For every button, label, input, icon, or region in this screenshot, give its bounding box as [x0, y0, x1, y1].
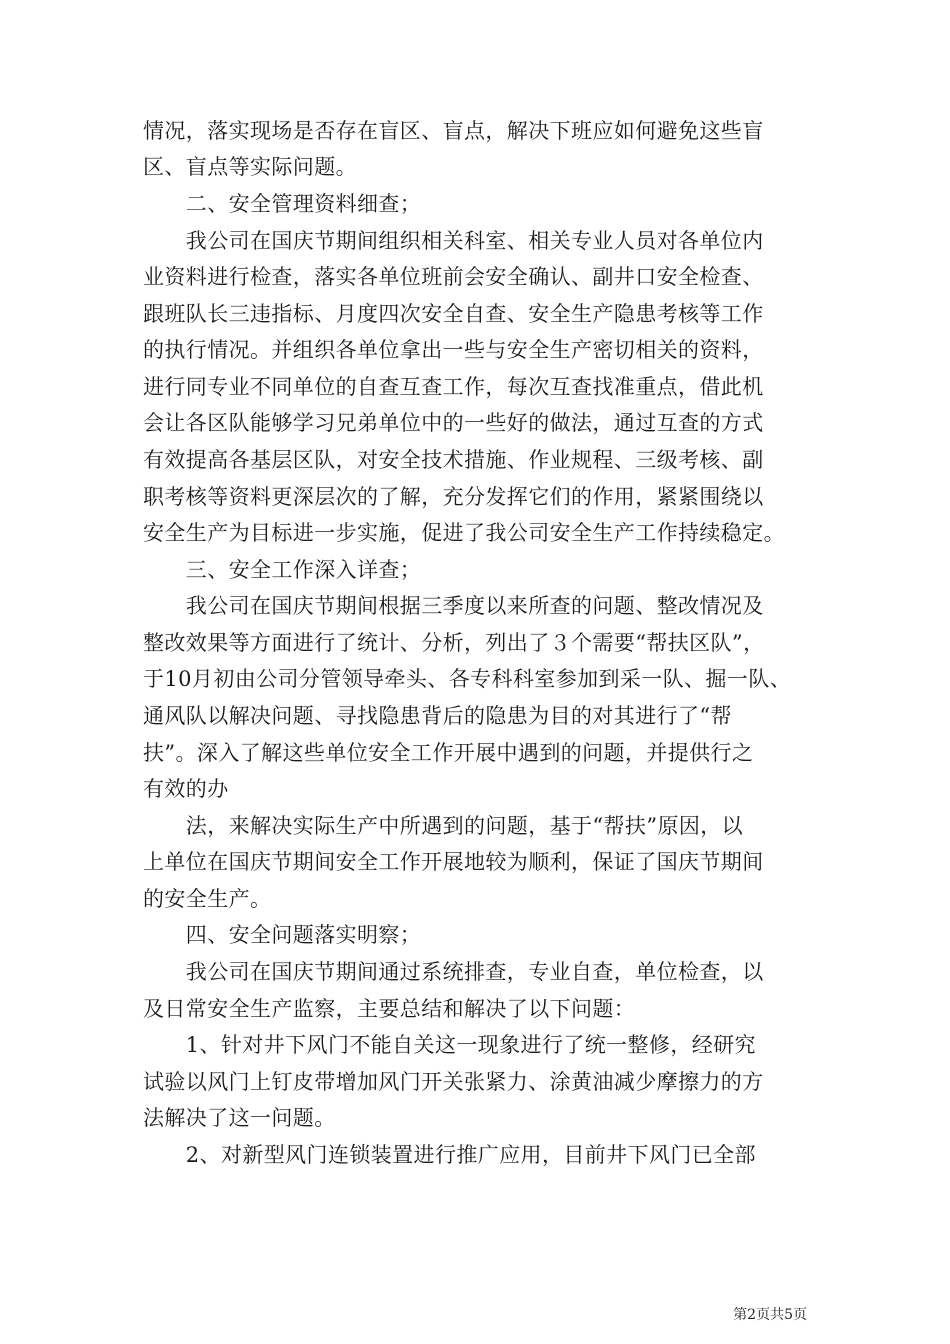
text-line: 安全生产为目标进一步实施，促进了我公司安全生产工作持续稳定。 [143, 521, 785, 545]
text-line: 的安全生产。 [143, 887, 272, 911]
text-line: 二、安全管理资料细查； [143, 192, 422, 216]
text-line: 三、安全工作深入详查； [143, 558, 422, 582]
text-line: 跟班队长三违指标、月度四次安全自查、安全生产隐患考核等工作 [143, 302, 764, 326]
text-line: 于10月初由公司分管领导牵头、各专科科室参加到采一队、掘一队、 [143, 667, 792, 691]
text-line: 上单位在国庆节期间安全工作开展地较为顺利，保证了国庆节期间 [143, 850, 764, 874]
page-number-footer: 第2页共5页 [733, 1307, 807, 1323]
text-line: 法解决了这一问题。 [143, 1106, 336, 1130]
text-line: 区、盲点等实际问题。 [143, 155, 357, 179]
text-line: 有效提高各基层区队，对安全技术措施、作业规程、三级考核、副 [143, 448, 764, 472]
text-line: 我公司在国庆节期间组织相关科室、相关专业人员对各单位内 [143, 229, 764, 253]
text-line: 四、安全问题落实明察； [143, 923, 422, 947]
text-line: 会让各区队能够学习兄弟单位中的一些好的做法，通过互查的方式 [143, 411, 764, 435]
text-line: 1、针对井下风门不能自关这一现象进行了统一整修，经研究 [143, 1033, 756, 1057]
text-line: 职考核等资料更深层次的了解，充分发挥它们的作用，紧紧围绕以 [143, 485, 764, 509]
text-line: 我公司在国庆节期间通过系统排查，专业自查，单位检查，以 [143, 960, 764, 984]
text-line: 我公司在国庆节期间根据三季度以来所查的问题、整改情况及 [143, 594, 764, 618]
text-line: 整改效果等方面进行了统计、分析，列出了３个需要“帮扶区队”， [143, 631, 765, 655]
text-line: 业资料进行检查，落实各单位班前会安全确认、副井口安全检查、 [143, 265, 764, 289]
text-line: 进行同专业不同单位的自查互查工作，每次互查找准重点，借此机 [143, 375, 764, 399]
text-line: 情况，落实现场是否存在盲区、盲点，解决下班应如何避免这些盲 [143, 119, 764, 143]
text-line: 有效的办 [143, 777, 229, 801]
text-line: 的执行情况。并组织各单位拿出一些与安全生产密切相关的资料， [143, 338, 764, 362]
text-line: 扶”。深入了解这些单位安全工作开展中遇到的问题，并提供行之 [143, 741, 754, 765]
text-line: 试验以风门上钉皮带增加风门开关张紧力、涂黄油减少摩擦力的方 [143, 1070, 764, 1094]
text-line: 法，来解决实际生产中所遇到的问题，基于“帮扶”原因，以 [143, 814, 744, 838]
text-line: 2、对新型风门连锁装置进行推广应用，目前井下风门已全部 [143, 1143, 756, 1167]
text-line: 通风队以解决问题、寻找隐患背后的隐患为目的对其进行了“帮 [143, 704, 732, 728]
text-line: 及日常安全生产监察，主要总结和解决了以下问题： [143, 997, 636, 1021]
